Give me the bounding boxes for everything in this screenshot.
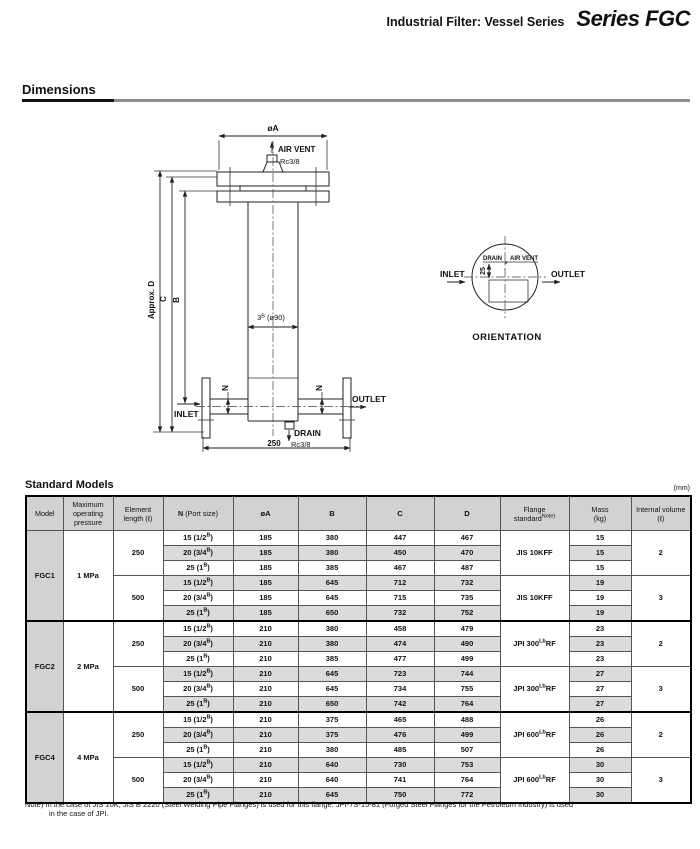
dim-c-cell: 474 <box>366 637 434 652</box>
air-vent-thread-label: Rc3/8 <box>280 157 300 166</box>
dim-a-cell: 210 <box>233 667 298 682</box>
table-header-row <box>26 496 691 531</box>
model-cell: FGC2 <box>26 621 63 712</box>
dim-b-cell: 380 <box>298 531 366 546</box>
dim-c-cell: 712 <box>366 576 434 591</box>
mass-cell: 26 <box>569 743 631 758</box>
dim-a-cell: 210 <box>233 621 298 637</box>
dim-d-cell: 470 <box>434 546 500 561</box>
mass-cell: 23 <box>569 621 631 637</box>
dim-b-cell: 640 <box>298 773 366 788</box>
port-cell: 20 $(3/4^B)$ <box>163 773 233 788</box>
port-cell: 20 $(3/4^B)$ <box>163 637 233 652</box>
dim-a-cell: 185 <box>233 606 298 622</box>
port-cell: 15 $(1/2^B)$ <box>163 621 233 637</box>
standard-models-title: Standard Models <box>25 479 114 491</box>
length-cell: 250 <box>113 531 163 576</box>
mass-cell: 30 <box>569 758 631 773</box>
dim-d-cell: 764 <box>434 697 500 713</box>
mass-cell: 19 <box>569 576 631 591</box>
dim-b-cell: 640 <box>298 758 366 773</box>
dim-c-cell: 458 <box>366 621 434 637</box>
volume-cell: 2 <box>631 531 691 576</box>
dim-a-cell: 185 <box>233 576 298 591</box>
dim-c-cell: 450 <box>366 546 434 561</box>
dim-c-cell: 723 <box>366 667 434 682</box>
standard-models-table <box>25 495 692 804</box>
dim-d-cell: 744 <box>434 667 500 682</box>
port-cell: 20 $(3/4^B)$ <box>163 591 233 606</box>
dim-c-cell: 477 <box>366 652 434 667</box>
dim-b-label: B <box>172 297 181 303</box>
col-header-pressure: Maximum operating pressure <box>63 496 113 531</box>
volume-cell: 3 <box>631 758 691 804</box>
orientation-inlet-label: INLET <box>440 269 465 279</box>
dim-d-cell: 490 <box>434 637 500 652</box>
port-cell: 20 $(3/4^B)$ <box>163 546 233 561</box>
dim-d-cell: 507 <box>434 743 500 758</box>
dim-a-cell: 210 <box>233 788 298 804</box>
dim-a-cell: 210 <box>233 758 298 773</box>
drain-label: DRAIN <box>294 428 321 438</box>
col-header-a: øA <box>233 496 298 531</box>
dim-d-cell: 467 <box>434 531 500 546</box>
flange-cell: JPI $300^{Lb}RF$ <box>500 621 569 667</box>
dim-d-cell: 752 <box>434 606 500 622</box>
col-header-model: Model <box>26 496 63 531</box>
col-header-b: B <box>298 496 366 531</box>
volume-cell: 2 <box>631 621 691 667</box>
orientation-offset-label: 25 <box>480 267 487 275</box>
col-header-c: C <box>366 496 434 531</box>
dim-d-cell: 735 <box>434 591 500 606</box>
col-header-element-length: Element length (ℓ) <box>113 496 163 531</box>
model-cell: FGC1 <box>26 531 63 622</box>
dim-a-cell: 185 <box>233 546 298 561</box>
pressure-cell: 2 MPa <box>63 621 113 712</box>
mass-cell: 19 <box>569 591 631 606</box>
pressure-cell: 1 MPa <box>63 531 113 622</box>
dim-a-cell: 210 <box>233 682 298 697</box>
volume-cell: 3 <box>631 667 691 713</box>
port-cell: 15 $(1/2^B)$ <box>163 576 233 591</box>
dim-d-cell: 499 <box>434 652 500 667</box>
col-header-volume: Internal volume (ℓ) <box>631 496 691 531</box>
dim-b-cell: 380 <box>298 621 366 637</box>
dim-c-label: C <box>159 296 168 302</box>
dim-c-cell: 741 <box>366 773 434 788</box>
mass-cell: 27 <box>569 667 631 682</box>
base-width-label: 250 <box>267 439 281 448</box>
port-cell: 25 $(1^B)$ <box>163 697 233 713</box>
orientation-view <box>440 236 586 343</box>
flange-cell: JIS 10KFF <box>500 576 569 622</box>
col-header-port: N (Port size) <box>163 496 233 531</box>
dim-b-cell: 645 <box>298 667 366 682</box>
footnote-line-2: in the case of JPI. <box>49 809 109 819</box>
dim-d-cell: 487 <box>434 561 500 576</box>
length-cell: 250 <box>113 621 163 667</box>
dim-c-cell: 730 <box>366 758 434 773</box>
port-cell: 15 $(1/2^B)$ <box>163 667 233 682</box>
dim-d-cell: 753 <box>434 758 500 773</box>
footnote-line-1: Note) In the case of JIS 10K, JIS B 2220 (Steel Welding Pipe Flanges) is used for this flange. JPI-7S-15-81 (Forged Steel Flanges for the Petroleum Industry) is used <box>25 800 574 809</box>
port-cell: 25 $(1^B)$ <box>163 561 233 576</box>
dim-c-cell: 485 <box>366 743 434 758</box>
dim-a-cell: 210 <box>233 743 298 758</box>
port-cell: 20 $(3/4^B)$ <box>163 682 233 697</box>
dim-c-cell: 734 <box>366 682 434 697</box>
outlet-label: OUTLET <box>352 394 386 404</box>
length-cell: 250 <box>113 712 163 758</box>
dim-a-cell: 210 <box>233 728 298 743</box>
approx-d-label: Approx. D <box>147 280 156 320</box>
section-rule <box>22 99 690 102</box>
flange-cell: JPI $600^{Lb}RF$ <box>500 712 569 758</box>
mass-cell: 15 <box>569 531 631 546</box>
orientation-outlet-label: OUTLET <box>551 269 585 279</box>
mass-cell: 26 <box>569 728 631 743</box>
model-cell: FGC4 <box>26 712 63 803</box>
pressure-cell: 4 MPa <box>63 712 113 803</box>
dim-a-cell: 210 <box>233 697 298 713</box>
dim-b-cell: 380 <box>298 546 366 561</box>
dim-d-cell: 479 <box>434 621 500 637</box>
orientation-airvent-label: AIR VENT <box>510 256 539 262</box>
table-row <box>26 758 691 773</box>
dim-d-cell: 499 <box>434 728 500 743</box>
length-cell: 500 <box>113 758 163 804</box>
dim-b-cell: 645 <box>298 576 366 591</box>
dim-a-cell: 210 <box>233 773 298 788</box>
product-line-title: Industrial Filter: Vessel Series <box>386 15 565 29</box>
mass-cell: 30 <box>569 773 631 788</box>
port-cell: 25 $(1^B)$ <box>163 606 233 622</box>
dim-d-cell: 764 <box>434 773 500 788</box>
table-row <box>26 667 691 682</box>
dim-b-cell: 645 <box>298 682 366 697</box>
dim-b-cell: 385 <box>298 561 366 576</box>
mass-cell: 19 <box>569 606 631 622</box>
orientation-drain-label: DRAIN <box>483 256 502 262</box>
length-cell: 500 <box>113 667 163 713</box>
dim-a-label: øA <box>267 123 279 133</box>
dim-a-cell: 185 <box>233 591 298 606</box>
dim-b-cell: 375 <box>298 712 366 728</box>
dim-a-cell: 185 <box>233 531 298 546</box>
table-row <box>26 712 691 728</box>
footnote <box>25 800 687 819</box>
port-cell: 15 $(1/2^B)$ <box>163 712 233 728</box>
dim-a-cell: 185 <box>233 561 298 576</box>
dim-d-cell: 755 <box>434 682 500 697</box>
dim-b-cell: 385 <box>298 652 366 667</box>
drain-thread-label: Rc3/8 <box>291 440 311 449</box>
n-label-left: N <box>221 385 230 391</box>
dimension-drawing <box>0 105 700 480</box>
section-rule-accent <box>22 99 114 102</box>
dim-b-cell: 645 <box>298 788 366 804</box>
col-header-flange: Flange standard$^{Note)}$ <box>500 496 569 531</box>
mass-cell: 15 <box>569 561 631 576</box>
mass-cell: 15 <box>569 546 631 561</box>
port-cell: 15 $(1/2^B)$ <box>163 531 233 546</box>
port-cell: 20 $(3/4^B)$ <box>163 728 233 743</box>
orientation-title: ORIENTATION <box>472 332 542 343</box>
mass-cell: 26 <box>569 712 631 728</box>
table-row <box>26 621 691 637</box>
vessel-front-view <box>147 123 387 452</box>
col-header-d: D <box>434 496 500 531</box>
dim-c-cell: 715 <box>366 591 434 606</box>
mass-cell: 27 <box>569 697 631 713</box>
dim-a-cell: 210 <box>233 712 298 728</box>
dim-c-cell: 742 <box>366 697 434 713</box>
dim-a-cell: 210 <box>233 652 298 667</box>
mass-cell: 23 <box>569 637 631 652</box>
flange-cell: JPI $300^{Lb}RF$ <box>500 667 569 713</box>
air-vent-label: AIR VENT <box>278 145 316 154</box>
table-row <box>26 576 691 591</box>
dim-d-cell: 488 <box>434 712 500 728</box>
mass-cell: 27 <box>569 682 631 697</box>
n-label-right: N <box>315 385 324 391</box>
port-cell: 25 $(1^B)$ <box>163 743 233 758</box>
dim-c-cell: 465 <box>366 712 434 728</box>
volume-cell: 2 <box>631 712 691 758</box>
dim-c-cell: 750 <box>366 788 434 804</box>
dim-a-cell: 210 <box>233 637 298 652</box>
dim-c-cell: 467 <box>366 561 434 576</box>
flange-cell: JPI $600^{Lb}RF$ <box>500 758 569 804</box>
inlet-label: INLET <box>174 409 199 419</box>
table-row <box>26 531 691 546</box>
page-header <box>387 6 690 32</box>
flange-cell: JIS 10KFF <box>500 531 569 576</box>
body-size-label: $3^B$ (ø90) <box>257 313 285 322</box>
col-header-mass: Mass (kg) <box>569 496 631 531</box>
dim-b-cell: 380 <box>298 743 366 758</box>
port-cell: 25 $(1^B)$ <box>163 652 233 667</box>
series-title: Series FGC <box>576 6 690 31</box>
dim-b-cell: 380 <box>298 637 366 652</box>
port-cell: 25 $(1^B)$ <box>163 788 233 804</box>
dim-c-cell: 476 <box>366 728 434 743</box>
dim-b-cell: 645 <box>298 591 366 606</box>
length-cell: 500 <box>113 576 163 622</box>
unit-label: (mm) <box>673 485 690 492</box>
dim-b-cell: 650 <box>298 606 366 622</box>
dim-c-cell: 732 <box>366 606 434 622</box>
mass-cell: 23 <box>569 652 631 667</box>
volume-cell: 3 <box>631 576 691 622</box>
dim-d-cell: 772 <box>434 788 500 804</box>
dim-b-cell: 650 <box>298 697 366 713</box>
port-cell: 15 $(1/2^B)$ <box>163 758 233 773</box>
dim-c-cell: 447 <box>366 531 434 546</box>
dimensions-section-title: Dimensions <box>22 82 96 97</box>
mass-cell: 30 <box>569 788 631 804</box>
dim-b-cell: 375 <box>298 728 366 743</box>
dim-d-cell: 732 <box>434 576 500 591</box>
